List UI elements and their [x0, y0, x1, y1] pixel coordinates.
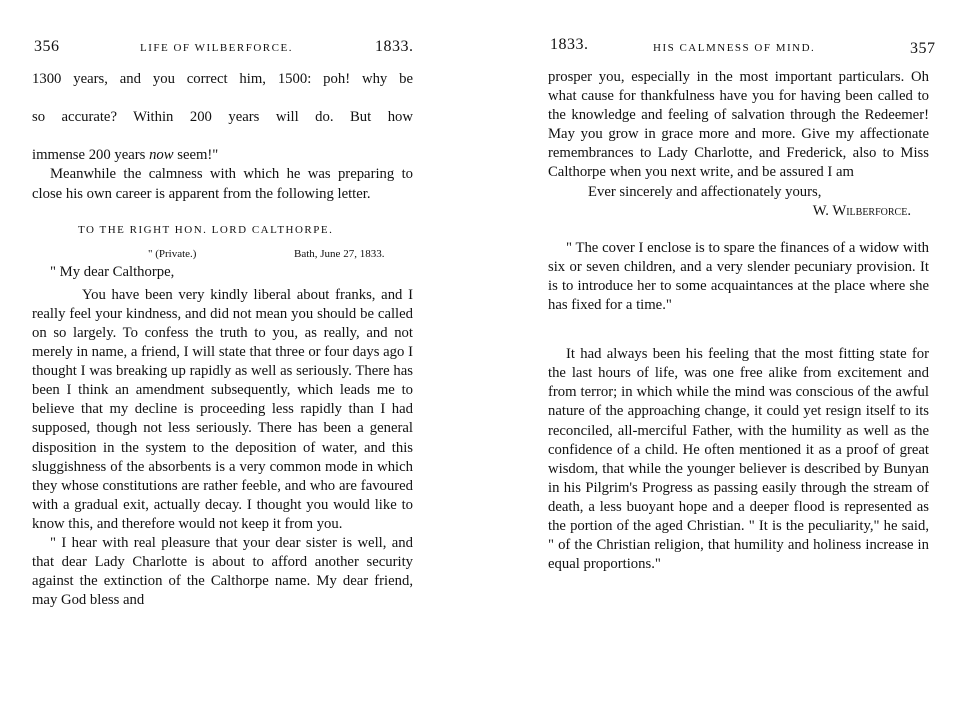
left-body	[32, 70, 413, 610]
paragraph-calmness: Meanwhile the calmness with which he was preparing to close his own career is apparent from the following letter.	[32, 166, 413, 202]
letter-closing: Ever sincerely and affectionately yours,	[588, 183, 822, 200]
salutation: " My dear Calthorpe,	[50, 263, 175, 280]
right-page	[490, 0, 980, 705]
final-paragraph: It had always been his feeling that the most fitting state for the last hours of life, was one free alike from excitement and from terror; in which while the mind was conscious of the awful nature of the approaching change, it could yet resign itself to its reconciled, all-merciful Father, with the humility as well as the confidence of a child. He often mentioned it as a proof of great wisdom, that while the younger believer is described by Bunyan in his Pilgrim's Progress as passing easily through the stream of death, a less buoyant hope and a deeper flood is represented as the portion of the aged Christian. " It is the peculiarity," he said, " of the Christian religion, that humility and holiness increase in equal proportions."	[548, 346, 929, 573]
letter-paragraph-1: You have been very kindly liberal about franks, and I really feel your kindness, and did not mean you should be called on so largely. To confess the truth to you, as really, and not merely in name, a friend, I will state that three or four days ago I thought I was breaking up rapidly as well as seriously. There has been I think an amendment subsequently, which leads me to believe that my decline is proceeding less rapidly than I had supposed, though not less seriously. There has been a general disposition in the system to the deposition of water, and this sluggishness of the absorbents is a very common mode in which they whose constitutions are rather feeble, and who are favoured with a gradual exit, actually decay. I thought you would like to know this, and therefore would not keep it from you.	[32, 286, 413, 532]
letter-heading: TO THE RIGHT HON. LORD CALTHORPE.	[78, 223, 334, 236]
right-running-title: HIS CALMNESS OF MIND.	[653, 42, 816, 54]
intro-line-2: so accurate? Within 200 years will do. But how	[32, 109, 413, 126]
private-note: " (Private.)	[148, 247, 197, 260]
letter-paragraph-2: " I hear with real pleasure that your dear sister is well, and that dear Lady Charlotte is about to afford another security against the extinction of the Calthorpe name. My dear friend, may God bless and	[32, 534, 413, 609]
intro-line-3: immense 200 years now seem!"	[32, 147, 219, 164]
right-page-number: 357	[910, 40, 936, 57]
right-body	[548, 68, 929, 574]
postscript: " The cover I enclose is to spare the finances of a widow with six or seven children, and a very slender pecuniary provision. It is to introduce her to some acquaintances at the place where she has fixed for a time."	[548, 239, 929, 314]
letter-continuation: prosper you, especially in the most important particulars. Oh what cause for thankfulness have you for having been called to the knowledge and feeling of salvation through the Redeemer! May you grow in grace more and more. Give my affectionate remembrances to Lady Charlotte, and Frederick, also to Miss Calthorpe when you next write, and be assured I am	[548, 69, 929, 181]
letter-dateline	[32, 243, 413, 261]
date-place: Bath, June 27, 1833.	[294, 247, 385, 260]
left-year: 1833.	[375, 38, 414, 55]
letter-signature: W. Wilberforce.	[812, 202, 911, 219]
intro-line-1: 1300 years, and you correct him, 1500: poh! why be	[32, 71, 413, 87]
left-page-number: 356	[34, 38, 60, 55]
left-running-title: LIFE OF WILBERFORCE.	[140, 42, 293, 54]
right-year: 1833.	[550, 36, 589, 53]
emphasis-now: now	[149, 147, 174, 164]
